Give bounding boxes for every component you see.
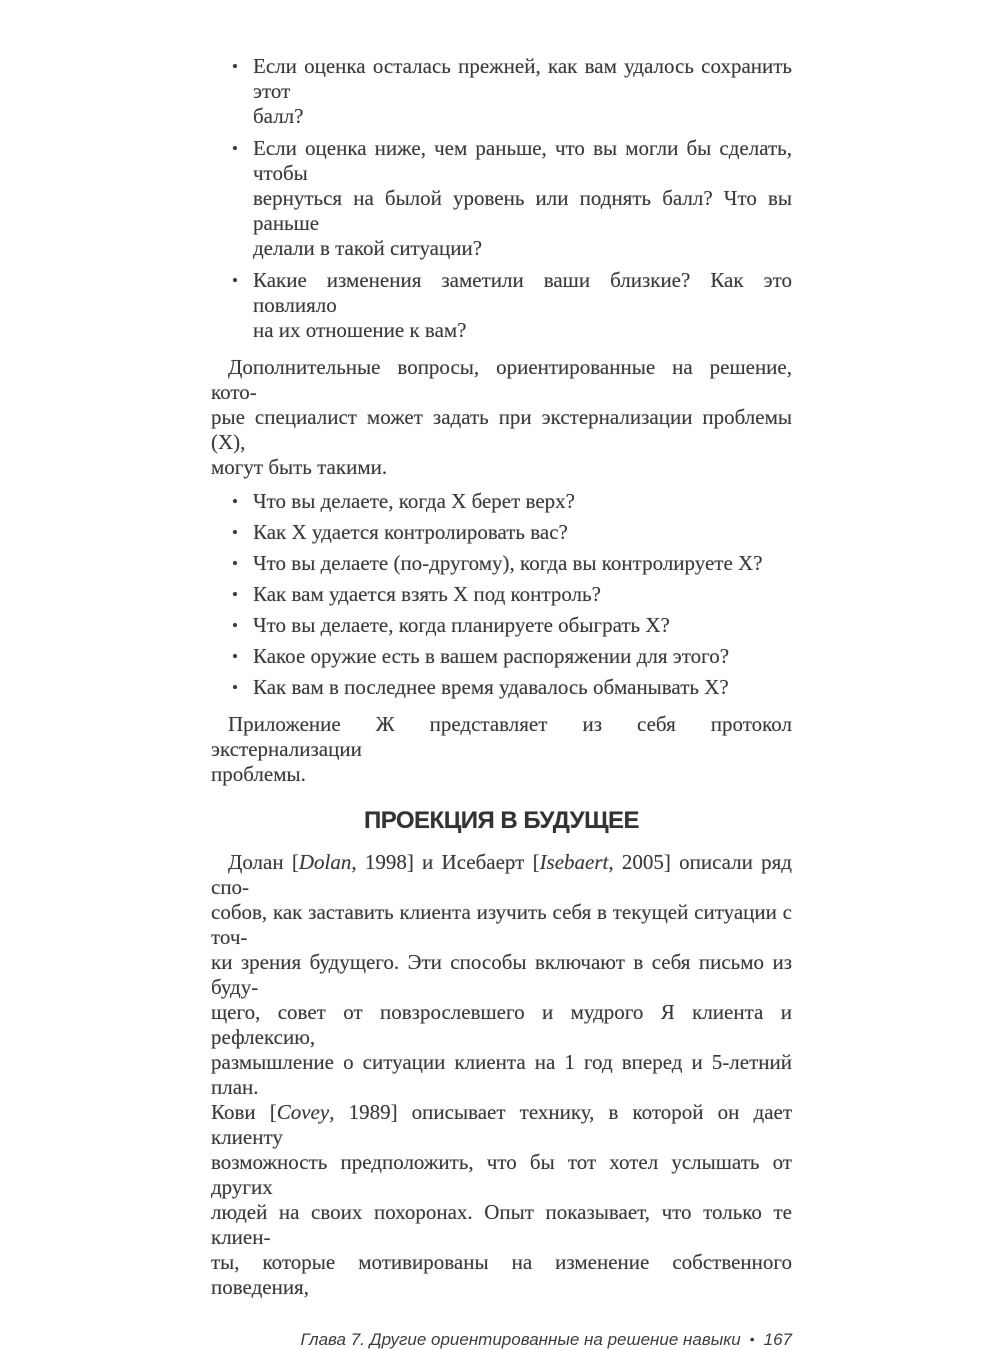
text-line: ки зрения будущего. Эти способы включают в себя письмо из буду- bbox=[211, 950, 792, 999]
text-line: проблемы. bbox=[211, 762, 306, 786]
bullet-icon: • bbox=[232, 523, 238, 542]
list-item-text bbox=[253, 644, 792, 669]
list-item bbox=[211, 54, 792, 129]
text-line: щего, совет от повзрослевшего и мудрого Я клиента и рефлексию, bbox=[211, 1000, 792, 1049]
footer-page-number: 167 bbox=[763, 1330, 792, 1349]
footer-chapter-title: Глава 7. Другие ориентированные на решение навыки bbox=[300, 1330, 741, 1349]
text-line: ты, которые мотивированы на изменение собственного поведения, bbox=[211, 1250, 792, 1299]
bullet-icon: • bbox=[232, 647, 238, 666]
text-line: Что вы делаете (по-другому), когда вы контролируете X? bbox=[253, 551, 763, 575]
list-item-text bbox=[253, 520, 792, 545]
list-item bbox=[211, 551, 792, 576]
bullet-icon: • bbox=[232, 585, 238, 604]
list-item-text bbox=[253, 675, 792, 700]
list-item bbox=[211, 582, 792, 607]
list-item-text bbox=[253, 268, 792, 343]
citation-name: Dolan bbox=[298, 850, 352, 874]
text-line: вернуться на былой уровень или поднять балл? Что вы раньше bbox=[253, 186, 792, 235]
list-item bbox=[211, 268, 792, 343]
page-footer bbox=[211, 1329, 792, 1350]
text-segment: , 1998] и Исебаерт [ bbox=[351, 850, 540, 874]
text-segment: , 1989] описывает технику, в которой он дает клиенту bbox=[211, 1100, 793, 1149]
text-line bbox=[211, 1100, 792, 1150]
text-line bbox=[211, 850, 792, 900]
text-segment: , 2005] описали ряд спо- bbox=[211, 850, 792, 899]
text-line: Как вам удается взять X под контроль? bbox=[253, 582, 601, 606]
text-line: Как X удается контролировать вас? bbox=[253, 520, 568, 544]
text-line: делали в такой ситуации? bbox=[253, 236, 483, 260]
bullet-list-scaling-questions bbox=[211, 54, 792, 343]
list-item-text bbox=[253, 551, 792, 576]
list-item-text bbox=[253, 582, 792, 607]
text-line: людей на своих похоронах. Опыт показывает, что только те клиен- bbox=[211, 1200, 792, 1249]
text-line: возможность предположить, что бы тот хотел услышать от других bbox=[211, 1150, 792, 1199]
text-line: Если оценка ниже, чем раньше, что вы могли бы сделать, чтобы bbox=[253, 136, 792, 185]
bullet-icon: • bbox=[232, 271, 238, 290]
bullet-icon: • bbox=[232, 492, 238, 511]
text-line: могут быть такими. bbox=[211, 455, 388, 479]
text-segment: Долан [ bbox=[228, 850, 299, 874]
section-heading-projection: ПРОЕКЦИЯ В БУДУЩЕЕ bbox=[363, 807, 640, 834]
footer-separator-dot: • bbox=[749, 1331, 755, 1347]
text-block bbox=[211, 54, 792, 1350]
bullet-icon: • bbox=[232, 616, 238, 635]
bullet-list-externalization-questions bbox=[211, 489, 792, 700]
list-item-text bbox=[253, 489, 792, 514]
bullet-icon: • bbox=[232, 57, 238, 76]
bullet-icon: • bbox=[232, 678, 238, 697]
text-line: Что вы делаете, когда планируете обыграть X? bbox=[253, 613, 670, 637]
text-line: рые специалист может задать при экстернализации проблемы (X), bbox=[211, 405, 792, 454]
citation-name: Isebaert bbox=[539, 850, 609, 874]
text-line: Если оценка осталась прежней, как вам удалось сохранить этот bbox=[253, 54, 792, 103]
list-item bbox=[211, 613, 792, 638]
text-line: балл? bbox=[253, 104, 304, 128]
text-line: Какие изменения заметили ваши близкие? Как это повлияло bbox=[253, 268, 792, 317]
text-line: Что вы делаете, когда X берет верх? bbox=[253, 489, 575, 513]
text-line: Как вам в последнее время удавалось обманывать X? bbox=[253, 675, 729, 699]
list-item bbox=[211, 644, 792, 669]
bullet-icon: • bbox=[232, 139, 238, 158]
list-item bbox=[211, 136, 792, 261]
list-item-text bbox=[253, 613, 792, 638]
text-line: собов, как заставить клиента изучить себя в текущей ситуации с точ- bbox=[211, 900, 792, 949]
list-item-text bbox=[253, 54, 792, 129]
paragraph-future-projection bbox=[211, 850, 792, 1300]
list-item-text bbox=[253, 136, 792, 261]
text-line: Приложение Ж представляет из себя протокол экстернализации bbox=[211, 712, 792, 761]
paragraph-appendix-note bbox=[211, 712, 792, 787]
text-line: Какое оружие есть в вашем распоряжении для этого? bbox=[253, 644, 730, 668]
bullet-icon: • bbox=[232, 554, 238, 573]
text-line: на их отношение к вам? bbox=[253, 318, 467, 342]
text-line: размышление о ситуации клиента на 1 год вперед и 5-летний план. bbox=[211, 1050, 792, 1099]
list-item bbox=[211, 520, 792, 545]
text-segment: Кови [ bbox=[211, 1100, 277, 1124]
list-item bbox=[211, 675, 792, 700]
list-item bbox=[211, 489, 792, 514]
text-line: Дополнительные вопросы, ориентированные на решение, кото- bbox=[211, 355, 792, 404]
paragraph-additional-questions bbox=[211, 355, 792, 480]
citation-name: Covey bbox=[276, 1100, 330, 1124]
